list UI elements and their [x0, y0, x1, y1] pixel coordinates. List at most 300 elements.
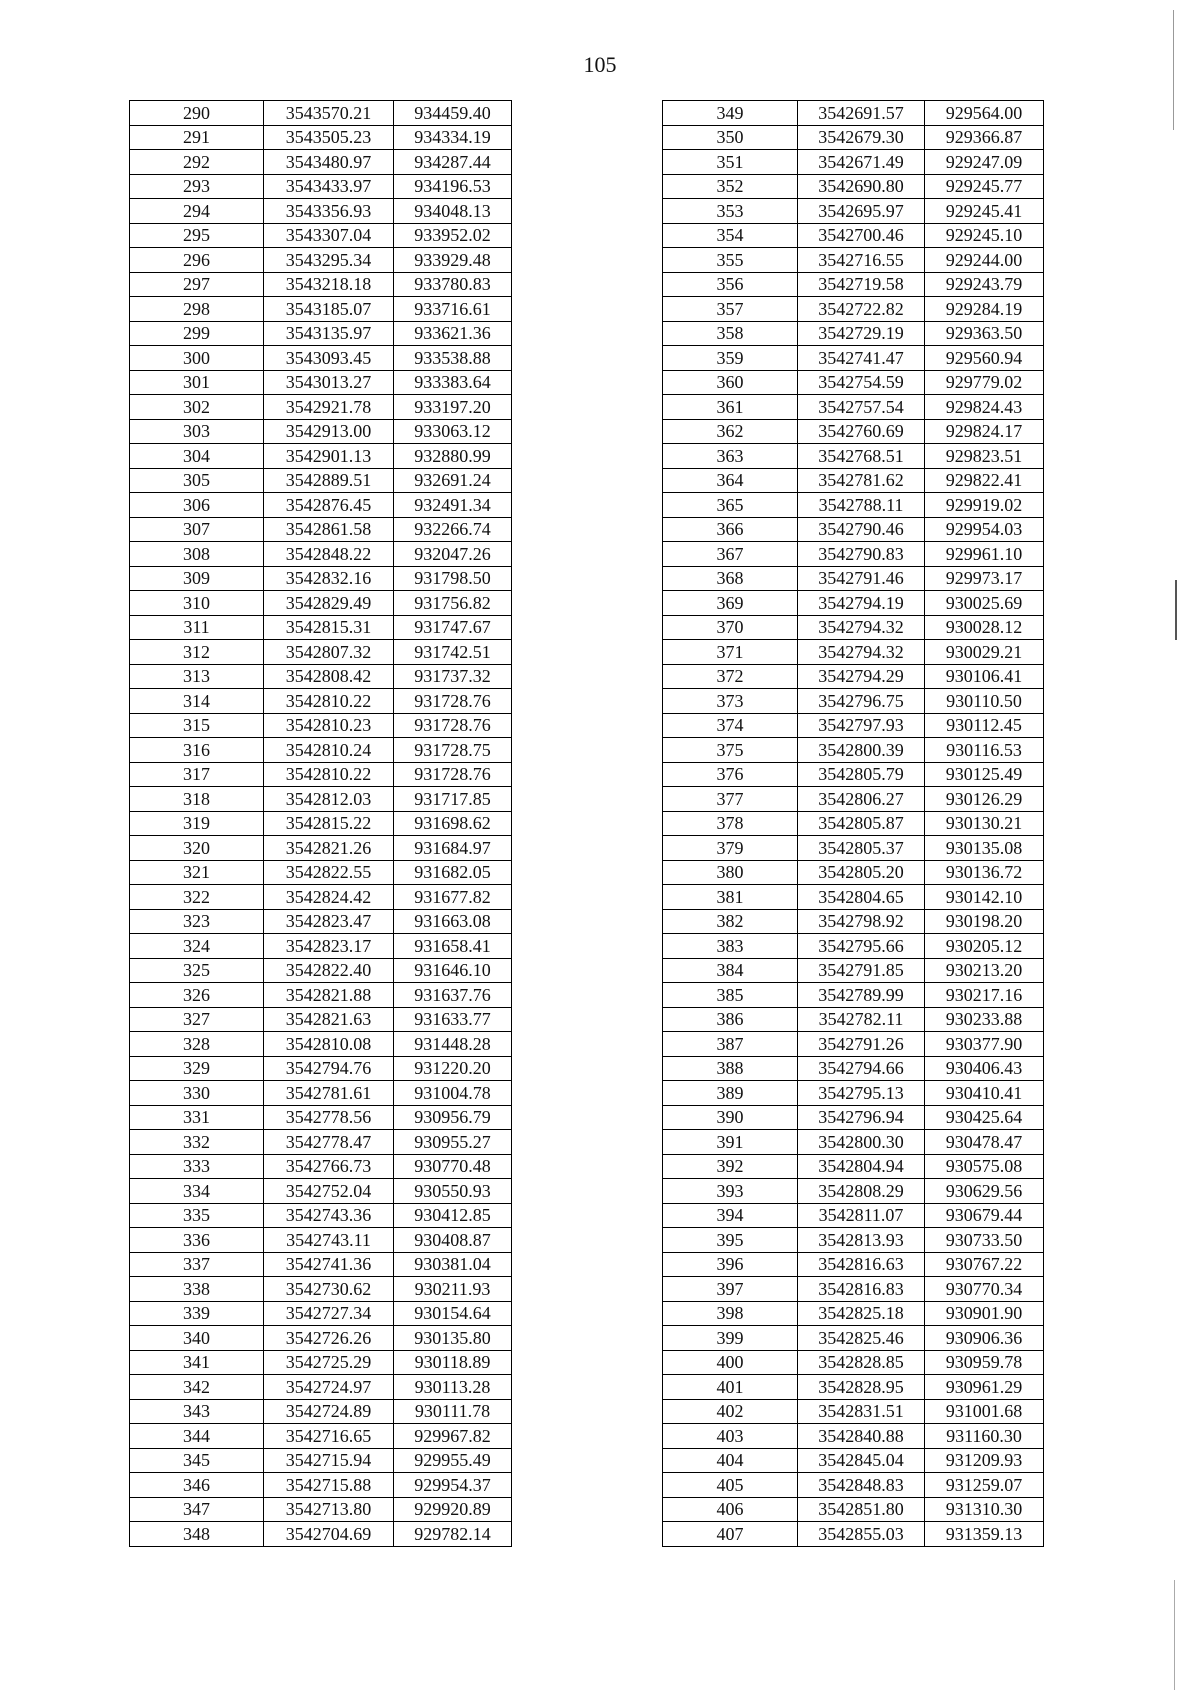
- point-number-cell: 305: [130, 468, 264, 493]
- y-coordinate-cell: 930028.12: [925, 615, 1044, 640]
- y-coordinate-cell: 933716.61: [394, 297, 512, 322]
- point-number-cell: 328: [130, 1032, 264, 1057]
- table-right-row: [663, 811, 1044, 836]
- table-right-row: [663, 958, 1044, 983]
- x-coordinate-cell: 3542815.22: [264, 811, 394, 836]
- y-coordinate-cell: 929782.14: [394, 1522, 512, 1547]
- table-right-row: [663, 934, 1044, 959]
- x-coordinate-cell: 3542722.82: [798, 297, 925, 322]
- point-number-cell: 352: [663, 174, 798, 199]
- point-number-cell: 387: [663, 1032, 798, 1057]
- x-coordinate-cell: 3542800.39: [798, 738, 925, 763]
- point-number-cell: 372: [663, 664, 798, 689]
- x-coordinate-cell: 3542824.42: [264, 885, 394, 910]
- table-right-row: [663, 1154, 1044, 1179]
- table-left-row: [130, 346, 512, 371]
- y-coordinate-cell: 931359.13: [925, 1522, 1044, 1547]
- table-right-row: [663, 272, 1044, 297]
- point-number-cell: 333: [130, 1154, 264, 1179]
- table-left-row: [130, 958, 512, 983]
- x-coordinate-cell: 3542810.24: [264, 738, 394, 763]
- y-coordinate-cell: 930126.29: [925, 787, 1044, 812]
- table-left-row: [130, 909, 512, 934]
- table-left-row: [130, 566, 512, 591]
- y-coordinate-cell: 930629.56: [925, 1179, 1044, 1204]
- x-coordinate-cell: 3542813.93: [798, 1228, 925, 1253]
- x-coordinate-cell: 3542741.47: [798, 346, 925, 371]
- x-coordinate-cell: 3543013.27: [264, 370, 394, 395]
- point-number-cell: 366: [663, 517, 798, 542]
- x-coordinate-cell: 3542781.61: [264, 1081, 394, 1106]
- table-right-row: [663, 1081, 1044, 1106]
- point-number-cell: 404: [663, 1448, 798, 1473]
- y-coordinate-cell: 929823.51: [925, 444, 1044, 469]
- point-number-cell: 329: [130, 1056, 264, 1081]
- point-number-cell: 302: [130, 395, 264, 420]
- x-coordinate-cell: 3542716.65: [264, 1424, 394, 1449]
- table-left-row: [130, 1007, 512, 1032]
- y-coordinate-cell: 932691.24: [394, 468, 512, 493]
- x-coordinate-cell: 3542713.80: [264, 1497, 394, 1522]
- table-left-row: [130, 1424, 512, 1449]
- y-coordinate-cell: 930478.47: [925, 1130, 1044, 1155]
- y-coordinate-cell: 930956.79: [394, 1105, 512, 1130]
- y-coordinate-cell: 933929.48: [394, 248, 512, 273]
- y-coordinate-cell: 931004.78: [394, 1081, 512, 1106]
- x-coordinate-cell: 3542729.19: [798, 321, 925, 346]
- x-coordinate-cell: 3542724.89: [264, 1399, 394, 1424]
- point-number-cell: 317: [130, 762, 264, 787]
- table-left-row: [130, 1179, 512, 1204]
- y-coordinate-cell: 929824.43: [925, 395, 1044, 420]
- point-number-cell: 311: [130, 615, 264, 640]
- point-number-cell: 380: [663, 860, 798, 885]
- table-right-row: [663, 860, 1044, 885]
- y-coordinate-cell: 931728.76: [394, 713, 512, 738]
- x-coordinate-cell: 3542794.66: [798, 1056, 925, 1081]
- point-number-cell: 326: [130, 983, 264, 1008]
- y-coordinate-cell: 931209.93: [925, 1448, 1044, 1473]
- table-left-row: [130, 640, 512, 665]
- x-coordinate-cell: 3542821.88: [264, 983, 394, 1008]
- point-number-cell: 298: [130, 297, 264, 322]
- point-number-cell: 398: [663, 1301, 798, 1326]
- table-right-row: [663, 1007, 1044, 1032]
- table-left-row: [130, 174, 512, 199]
- table-right-row: [663, 444, 1044, 469]
- x-coordinate-cell: 3542828.95: [798, 1375, 925, 1400]
- table-right-row: [663, 713, 1044, 738]
- point-number-cell: 396: [663, 1252, 798, 1277]
- y-coordinate-cell: 930106.41: [925, 664, 1044, 689]
- table-right-row: [663, 1130, 1044, 1155]
- y-coordinate-cell: 929244.00: [925, 248, 1044, 273]
- x-coordinate-cell: 3542794.76: [264, 1056, 394, 1081]
- y-coordinate-cell: 932880.99: [394, 444, 512, 469]
- x-coordinate-cell: 3542805.37: [798, 836, 925, 861]
- x-coordinate-cell: 3542778.56: [264, 1105, 394, 1130]
- table-right-row: [663, 1350, 1044, 1375]
- coordinates-table-left: [129, 100, 512, 1547]
- point-number-cell: 331: [130, 1105, 264, 1130]
- x-coordinate-cell: 3542848.22: [264, 542, 394, 567]
- point-number-cell: 344: [130, 1424, 264, 1449]
- table-right-row: [663, 1399, 1044, 1424]
- table-left-row: [130, 199, 512, 224]
- table-right-row: [663, 836, 1044, 861]
- x-coordinate-cell: 3542806.27: [798, 787, 925, 812]
- x-coordinate-cell: 3542700.46: [798, 223, 925, 248]
- table-left-row: [130, 1081, 512, 1106]
- table-right-row: [663, 983, 1044, 1008]
- point-number-cell: 318: [130, 787, 264, 812]
- table-left-row: [130, 223, 512, 248]
- y-coordinate-cell: 931259.07: [925, 1473, 1044, 1498]
- table-left-row: [130, 321, 512, 346]
- table-left-row: [130, 1350, 512, 1375]
- x-coordinate-cell: 3542901.13: [264, 444, 394, 469]
- y-coordinate-cell: 931698.62: [394, 811, 512, 836]
- y-coordinate-cell: 930025.69: [925, 591, 1044, 616]
- x-coordinate-cell: 3542831.51: [798, 1399, 925, 1424]
- point-number-cell: 391: [663, 1130, 798, 1155]
- x-coordinate-cell: 3542861.58: [264, 517, 394, 542]
- y-coordinate-cell: 930377.90: [925, 1032, 1044, 1057]
- x-coordinate-cell: 3542821.26: [264, 836, 394, 861]
- x-coordinate-cell: 3542825.18: [798, 1301, 925, 1326]
- x-coordinate-cell: 3542794.19: [798, 591, 925, 616]
- x-coordinate-cell: 3542715.94: [264, 1448, 394, 1473]
- x-coordinate-cell: 3543433.97: [264, 174, 394, 199]
- table-right-row: [663, 321, 1044, 346]
- table-right-row: [663, 689, 1044, 714]
- y-coordinate-cell: 930154.64: [394, 1301, 512, 1326]
- table-right-row: [663, 615, 1044, 640]
- y-coordinate-cell: 934196.53: [394, 174, 512, 199]
- x-coordinate-cell: 3542724.97: [264, 1375, 394, 1400]
- x-coordinate-cell: 3542832.16: [264, 566, 394, 591]
- table-left-row: [130, 297, 512, 322]
- table-left-row: [130, 591, 512, 616]
- table-left-row: [130, 713, 512, 738]
- y-coordinate-cell: 932266.74: [394, 517, 512, 542]
- coordinates-table-right: [662, 100, 1044, 1547]
- table-left-row: [130, 1032, 512, 1057]
- table-right-row: [663, 738, 1044, 763]
- y-coordinate-cell: 931747.67: [394, 615, 512, 640]
- table-right-row: [663, 1032, 1044, 1057]
- x-coordinate-cell: 3542822.40: [264, 958, 394, 983]
- table-left-row: [130, 787, 512, 812]
- table-left-row: [130, 272, 512, 297]
- x-coordinate-cell: 3542913.00: [264, 419, 394, 444]
- point-number-cell: 340: [130, 1326, 264, 1351]
- point-number-cell: 294: [130, 199, 264, 224]
- y-coordinate-cell: 931682.05: [394, 860, 512, 885]
- point-number-cell: 362: [663, 419, 798, 444]
- x-coordinate-cell: 3542743.36: [264, 1203, 394, 1228]
- point-number-cell: 320: [130, 836, 264, 861]
- point-number-cell: 327: [130, 1007, 264, 1032]
- point-number-cell: 339: [130, 1301, 264, 1326]
- table-left-row: [130, 1252, 512, 1277]
- point-number-cell: 297: [130, 272, 264, 297]
- table-left-row: [130, 1277, 512, 1302]
- table-left-row: [130, 1522, 512, 1547]
- table-right-row: [663, 199, 1044, 224]
- y-coordinate-cell: 929564.00: [925, 101, 1044, 126]
- x-coordinate-cell: 3542815.31: [264, 615, 394, 640]
- y-coordinate-cell: 931658.41: [394, 934, 512, 959]
- x-coordinate-cell: 3542851.80: [798, 1497, 925, 1522]
- table-left-row: [130, 1130, 512, 1155]
- x-coordinate-cell: 3542782.11: [798, 1007, 925, 1032]
- x-coordinate-cell: 3542704.69: [264, 1522, 394, 1547]
- y-coordinate-cell: 930125.49: [925, 762, 1044, 787]
- point-number-cell: 314: [130, 689, 264, 714]
- x-coordinate-cell: 3542804.94: [798, 1154, 925, 1179]
- table-right-row: [663, 517, 1044, 542]
- point-number-cell: 377: [663, 787, 798, 812]
- y-coordinate-cell: 929822.41: [925, 468, 1044, 493]
- y-coordinate-cell: 934459.40: [394, 101, 512, 126]
- x-coordinate-cell: 3542795.13: [798, 1081, 925, 1106]
- y-coordinate-cell: 929920.89: [394, 1497, 512, 1522]
- x-coordinate-cell: 3543480.97: [264, 150, 394, 175]
- x-coordinate-cell: 3542726.26: [264, 1326, 394, 1351]
- y-coordinate-cell: 930112.45: [925, 713, 1044, 738]
- x-coordinate-cell: 3543093.45: [264, 346, 394, 371]
- point-number-cell: 345: [130, 1448, 264, 1473]
- point-number-cell: 322: [130, 885, 264, 910]
- point-number-cell: 403: [663, 1424, 798, 1449]
- point-number-cell: 304: [130, 444, 264, 469]
- x-coordinate-cell: 3542789.99: [798, 983, 925, 1008]
- y-coordinate-cell: 931756.82: [394, 591, 512, 616]
- point-number-cell: 376: [663, 762, 798, 787]
- table-right-row: [663, 1326, 1044, 1351]
- table-right-row: [663, 468, 1044, 493]
- point-number-cell: 400: [663, 1350, 798, 1375]
- y-coordinate-cell: 931637.76: [394, 983, 512, 1008]
- y-coordinate-cell: 929824.17: [925, 419, 1044, 444]
- x-coordinate-cell: 3542816.63: [798, 1252, 925, 1277]
- point-number-cell: 402: [663, 1399, 798, 1424]
- y-coordinate-cell: 930770.34: [925, 1277, 1044, 1302]
- point-number-cell: 388: [663, 1056, 798, 1081]
- x-coordinate-cell: 3542743.11: [264, 1228, 394, 1253]
- y-coordinate-cell: 933538.88: [394, 346, 512, 371]
- x-coordinate-cell: 3542752.04: [264, 1179, 394, 1204]
- table-right-row: [663, 150, 1044, 175]
- table-right-row: [663, 1056, 1044, 1081]
- y-coordinate-cell: 930029.21: [925, 640, 1044, 665]
- y-coordinate-cell: 933780.83: [394, 272, 512, 297]
- table-left-row: [130, 419, 512, 444]
- y-coordinate-cell: 929245.10: [925, 223, 1044, 248]
- point-number-cell: 301: [130, 370, 264, 395]
- y-coordinate-cell: 930408.87: [394, 1228, 512, 1253]
- table-right-row: [663, 1203, 1044, 1228]
- x-coordinate-cell: 3542804.65: [798, 885, 925, 910]
- point-number-cell: 349: [663, 101, 798, 126]
- y-coordinate-cell: 930767.22: [925, 1252, 1044, 1277]
- table-left-row: [130, 248, 512, 273]
- point-number-cell: 347: [130, 1497, 264, 1522]
- point-number-cell: 361: [663, 395, 798, 420]
- point-number-cell: 321: [130, 860, 264, 885]
- point-number-cell: 386: [663, 1007, 798, 1032]
- y-coordinate-cell: 930135.08: [925, 836, 1044, 861]
- y-coordinate-cell: 930116.53: [925, 738, 1044, 763]
- table-left-row: [130, 1448, 512, 1473]
- table-left-row: [130, 983, 512, 1008]
- x-coordinate-cell: 3543356.93: [264, 199, 394, 224]
- point-number-cell: 325: [130, 958, 264, 983]
- y-coordinate-cell: 931220.20: [394, 1056, 512, 1081]
- point-number-cell: 354: [663, 223, 798, 248]
- x-coordinate-cell: 3542822.55: [264, 860, 394, 885]
- point-number-cell: 303: [130, 419, 264, 444]
- x-coordinate-cell: 3542690.80: [798, 174, 925, 199]
- table-left-row: [130, 811, 512, 836]
- point-number-cell: 367: [663, 542, 798, 567]
- x-coordinate-cell: 3542797.93: [798, 713, 925, 738]
- y-coordinate-cell: 931737.32: [394, 664, 512, 689]
- y-coordinate-cell: 930130.21: [925, 811, 1044, 836]
- table-left-row: [130, 1056, 512, 1081]
- y-coordinate-cell: 929560.94: [925, 346, 1044, 371]
- y-coordinate-cell: 933952.02: [394, 223, 512, 248]
- table-right-row: [663, 174, 1044, 199]
- y-coordinate-cell: 930213.20: [925, 958, 1044, 983]
- table-right-row: [663, 493, 1044, 518]
- y-coordinate-cell: 930906.36: [925, 1326, 1044, 1351]
- table-right-row: [663, 1522, 1044, 1547]
- x-coordinate-cell: 3542811.07: [798, 1203, 925, 1228]
- table-left-row: [130, 542, 512, 567]
- point-number-cell: 353: [663, 199, 798, 224]
- y-coordinate-cell: 930410.41: [925, 1081, 1044, 1106]
- point-number-cell: 308: [130, 542, 264, 567]
- x-coordinate-cell: 3543135.97: [264, 321, 394, 346]
- table-left-row: [130, 934, 512, 959]
- table-right-row: [663, 346, 1044, 371]
- x-coordinate-cell: 3542808.29: [798, 1179, 925, 1204]
- table-right-row: [663, 1277, 1044, 1302]
- y-coordinate-cell: 930412.85: [394, 1203, 512, 1228]
- table-right-row: [663, 787, 1044, 812]
- point-number-cell: 334: [130, 1179, 264, 1204]
- point-number-cell: 346: [130, 1473, 264, 1498]
- point-number-cell: 306: [130, 493, 264, 518]
- y-coordinate-cell: 931160.30: [925, 1424, 1044, 1449]
- y-coordinate-cell: 930961.29: [925, 1375, 1044, 1400]
- table-left-row: [130, 444, 512, 469]
- y-coordinate-cell: 930110.50: [925, 689, 1044, 714]
- x-coordinate-cell: 3542889.51: [264, 468, 394, 493]
- table-right-row: [663, 1301, 1044, 1326]
- y-coordinate-cell: 931448.28: [394, 1032, 512, 1057]
- x-coordinate-cell: 3542855.03: [798, 1522, 925, 1547]
- x-coordinate-cell: 3542719.58: [798, 272, 925, 297]
- table-left-row: [130, 885, 512, 910]
- x-coordinate-cell: 3542798.92: [798, 909, 925, 934]
- point-number-cell: 356: [663, 272, 798, 297]
- point-number-cell: 295: [130, 223, 264, 248]
- point-number-cell: 385: [663, 983, 798, 1008]
- y-coordinate-cell: 930211.93: [394, 1277, 512, 1302]
- x-coordinate-cell: 3542781.62: [798, 468, 925, 493]
- y-coordinate-cell: 931728.76: [394, 762, 512, 787]
- x-coordinate-cell: 3542810.22: [264, 689, 394, 714]
- x-coordinate-cell: 3542821.63: [264, 1007, 394, 1032]
- y-coordinate-cell: 929245.41: [925, 199, 1044, 224]
- x-coordinate-cell: 3542816.83: [798, 1277, 925, 1302]
- point-number-cell: 337: [130, 1252, 264, 1277]
- x-coordinate-cell: 3542768.51: [798, 444, 925, 469]
- point-number-cell: 330: [130, 1081, 264, 1106]
- page-number: 105: [583, 52, 617, 77]
- x-coordinate-cell: 3542840.88: [798, 1424, 925, 1449]
- point-number-cell: 315: [130, 713, 264, 738]
- table-right-row: [663, 1497, 1044, 1522]
- x-coordinate-cell: 3542807.32: [264, 640, 394, 665]
- point-number-cell: 292: [130, 150, 264, 175]
- point-number-cell: 299: [130, 321, 264, 346]
- y-coordinate-cell: 931717.85: [394, 787, 512, 812]
- x-coordinate-cell: 3542810.22: [264, 762, 394, 787]
- point-number-cell: 381: [663, 885, 798, 910]
- table-right-row: [663, 1105, 1044, 1130]
- x-coordinate-cell: 3542848.83: [798, 1473, 925, 1498]
- coordinates-table-right-body: [663, 101, 1044, 1547]
- y-coordinate-cell: 931001.68: [925, 1399, 1044, 1424]
- y-coordinate-cell: 930406.43: [925, 1056, 1044, 1081]
- x-coordinate-cell: 3542741.36: [264, 1252, 394, 1277]
- x-coordinate-cell: 3542695.97: [798, 199, 925, 224]
- y-coordinate-cell: 934048.13: [394, 199, 512, 224]
- point-number-cell: 323: [130, 909, 264, 934]
- y-coordinate-cell: 929243.79: [925, 272, 1044, 297]
- point-number-cell: 365: [663, 493, 798, 518]
- y-coordinate-cell: 934334.19: [394, 125, 512, 150]
- y-coordinate-cell: 931310.30: [925, 1497, 1044, 1522]
- table-left-row: [130, 1375, 512, 1400]
- y-coordinate-cell: 929363.50: [925, 321, 1044, 346]
- x-coordinate-cell: 3543295.34: [264, 248, 394, 273]
- x-coordinate-cell: 3542716.55: [798, 248, 925, 273]
- y-coordinate-cell: 929245.77: [925, 174, 1044, 199]
- table-right-row: [663, 542, 1044, 567]
- y-coordinate-cell: 930901.90: [925, 1301, 1044, 1326]
- y-coordinate-cell: 930111.78: [394, 1399, 512, 1424]
- point-number-cell: 364: [663, 468, 798, 493]
- y-coordinate-cell: 931663.08: [394, 909, 512, 934]
- x-coordinate-cell: 3542727.34: [264, 1301, 394, 1326]
- y-coordinate-cell: 930198.20: [925, 909, 1044, 934]
- x-coordinate-cell: 3542808.42: [264, 664, 394, 689]
- table-left-row: [130, 517, 512, 542]
- x-coordinate-cell: 3542800.30: [798, 1130, 925, 1155]
- x-coordinate-cell: 3542876.45: [264, 493, 394, 518]
- x-coordinate-cell: 3542796.75: [798, 689, 925, 714]
- scan-edge-mark: [1173, 10, 1174, 130]
- y-coordinate-cell: 930733.50: [925, 1228, 1044, 1253]
- point-number-cell: 399: [663, 1326, 798, 1351]
- x-coordinate-cell: 3542788.11: [798, 493, 925, 518]
- table-right-row: [663, 885, 1044, 910]
